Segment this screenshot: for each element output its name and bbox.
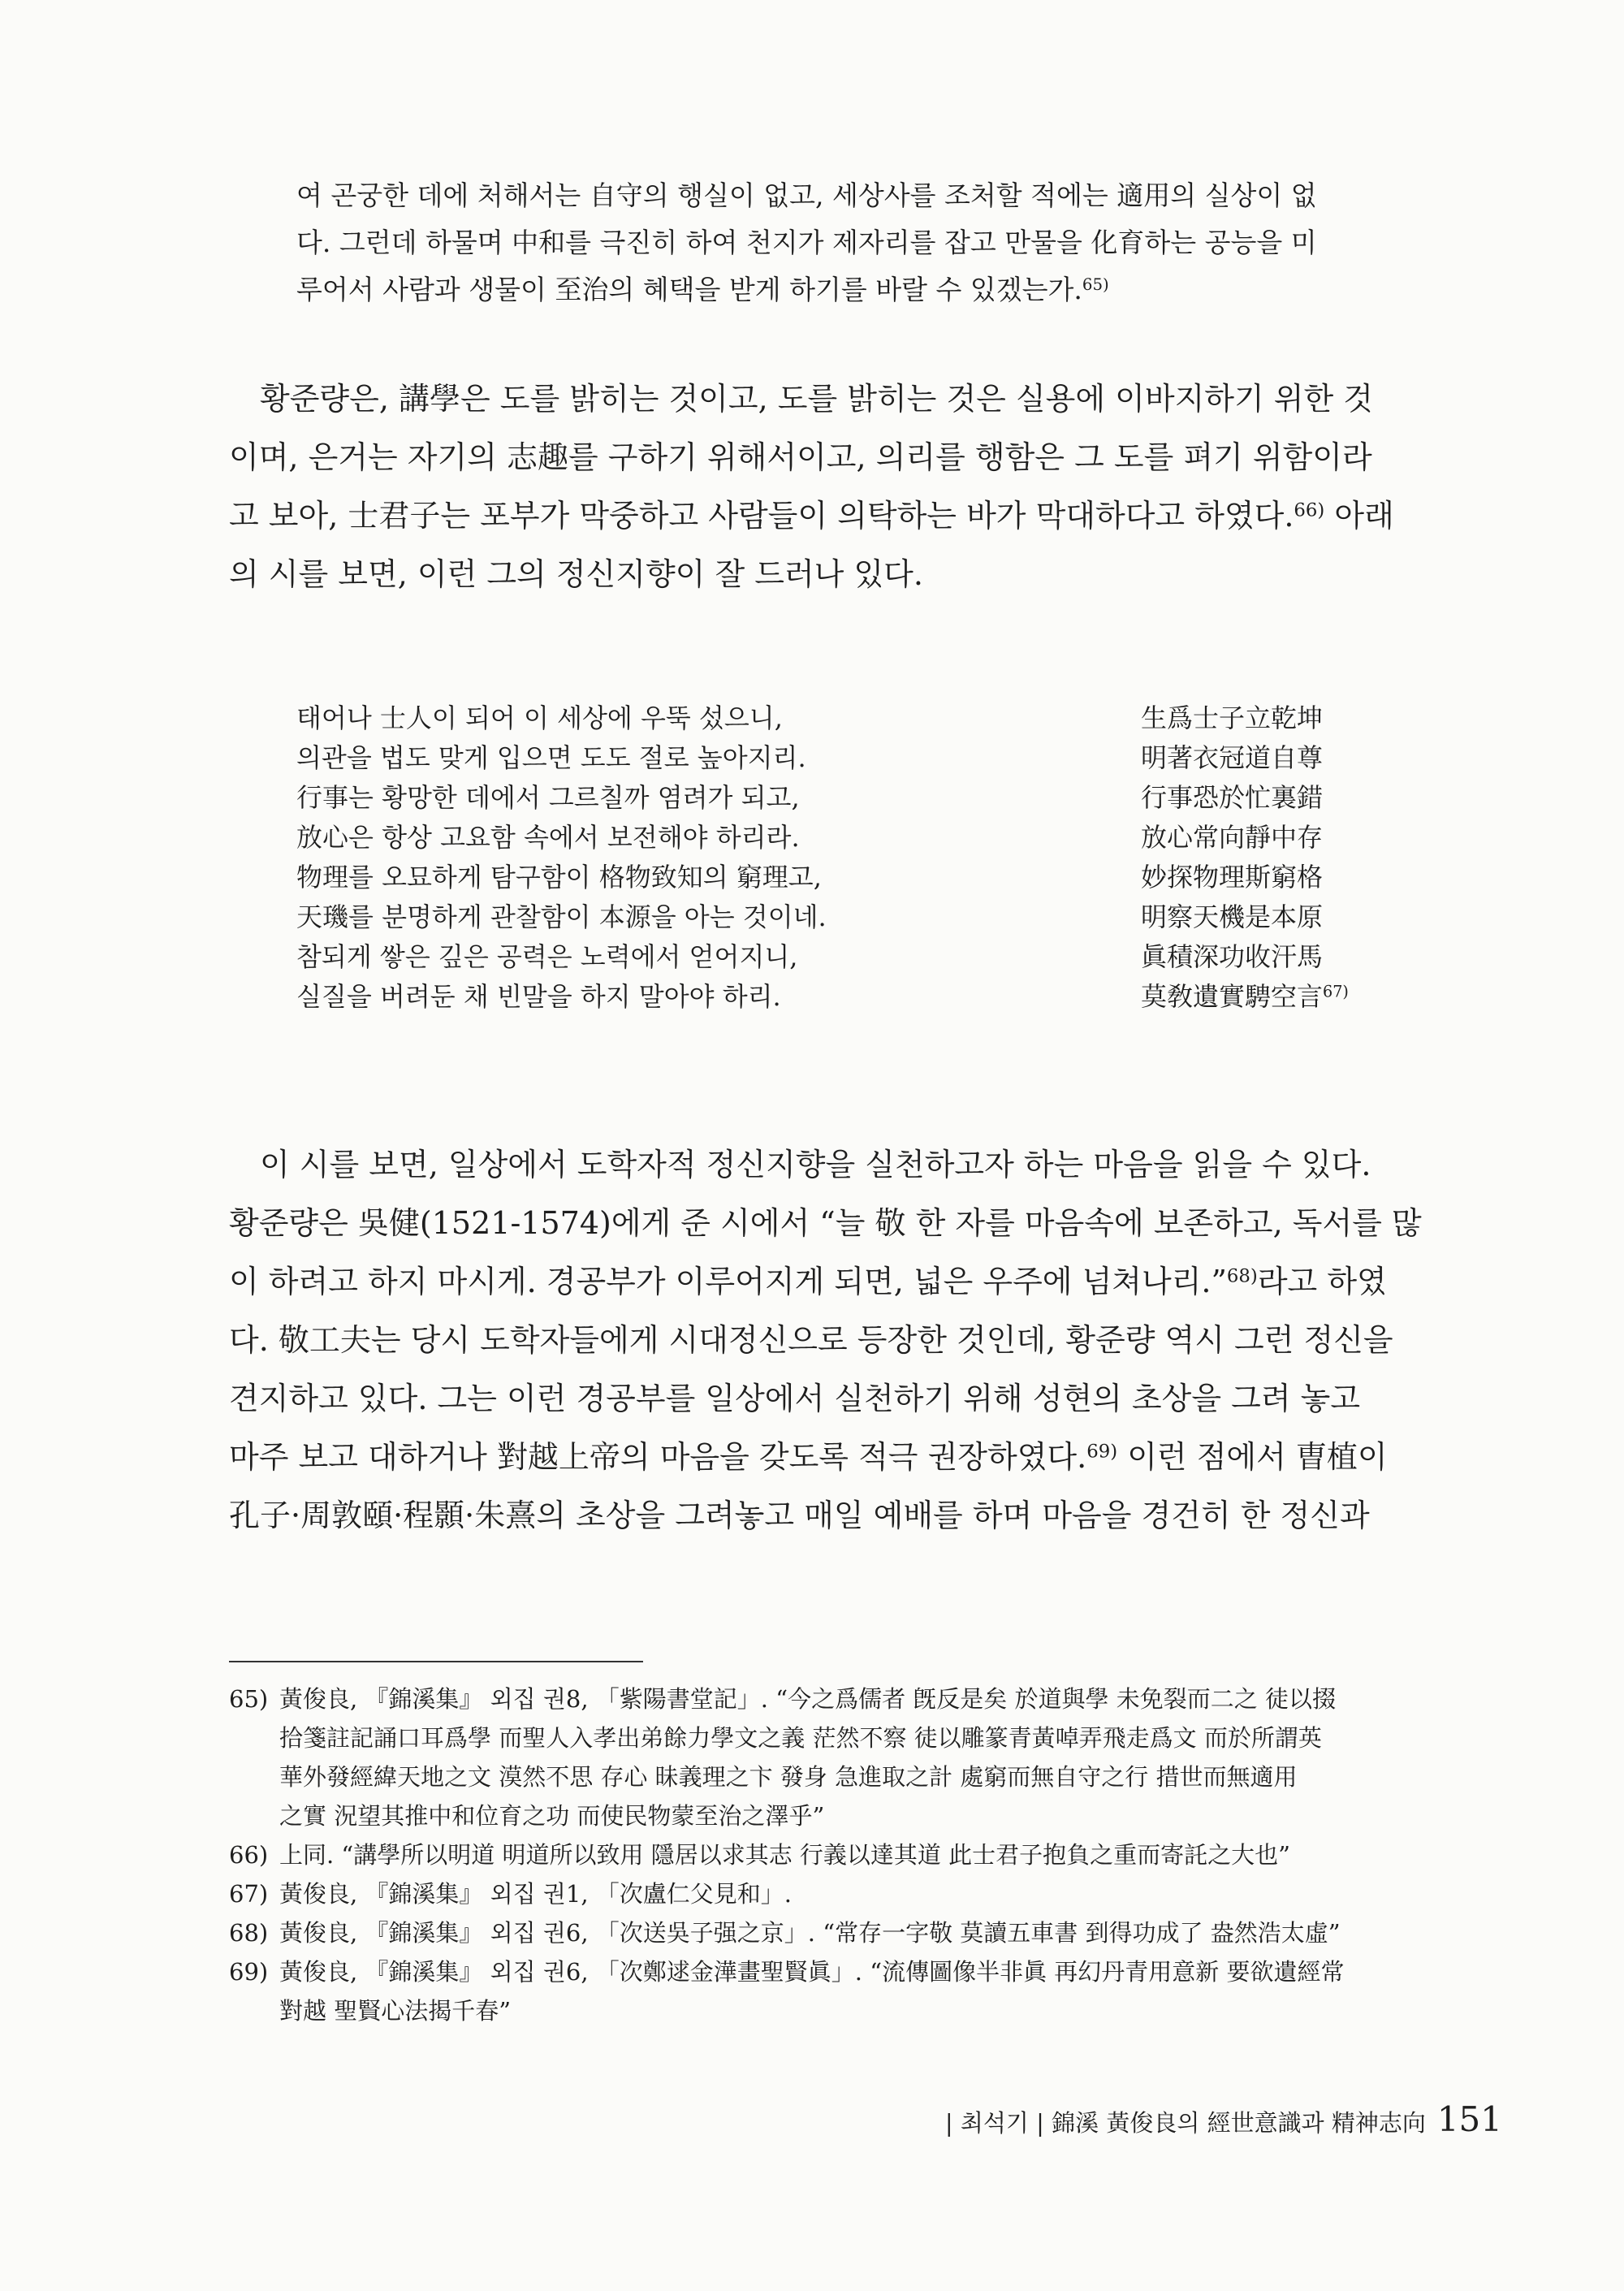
paragraph-line: 견지하고 있다. 그는 이런 경공부를 일상에서 실천하기 위해 성현의 초상을 그려 놓고 [229,1381,1361,1416]
footnote-line: 黃俊良, 『錦溪集』 외집 권6, 「次送吳子强之京」. “常存一字敬 莫讀五車書 到得功成了 盎然浩太虛” [279,1919,1341,1947]
poem-original: 明察天機是本原 [1141,901,1324,932]
poem-translation: 放心은 항상 고요함 속에서 보전해야 하리라. [296,822,800,853]
footnote [229,1874,1512,1913]
footnote-line: 華外發經緯天地之文 漠然不思 存心 昧義理之卞 發身 急進取之計 處窮而無自守之行 措世而無適用 [279,1763,1298,1791]
footnote-line: 拾箋註記誦口耳爲學 而聖人入孝出弟餘力學文之義 茫然不察 徒以雕篆青黃啅弄飛走爲文 而於所謂英 [279,1724,1322,1752]
poem-translation: 物理를 오묘하게 탐구함이 格物致知의 窮理고, [296,862,822,893]
poem-line [296,897,1474,937]
poem-translation: 의관을 법도 맞게 입으면 도도 절로 높아지리. [296,742,806,773]
footnote-line: 上同. “講學所以明道 明道所以致用 隱居以求其志 行義以達其道 此士君子抱負之重而寄託之大也” [279,1841,1290,1869]
block-quote [296,172,1466,313]
footnote-line: 黃俊良, 『錦溪集』 외집 권1, 「次盧仁父見和」. [279,1880,793,1908]
paragraph-line: 의 시를 보면, 이런 그의 정신지향이 잘 드러나 있다. [229,556,923,592]
footnote-ref[interactable]: 66) [1294,499,1325,521]
poem-translation: 참되게 쌓은 깊은 공력은 노력에서 얻어지니, [296,941,798,972]
paragraph-line: 이 시를 보면, 일상에서 도학자적 정신지향을 실천하고자 하는 마음을 읽을 수 있다. [260,1147,1371,1182]
footnote-ref[interactable]: 69) [1086,1441,1118,1463]
footnote-line: 黃俊良, 『錦溪集』 외집 권6, 「次鄭逑金澕畫聖賢眞」. “流傳圖像半非眞 再幻丹青用意新 要欲遺經常 [279,1958,1345,1986]
paragraph-line: 고 보아, 士君子는 포부가 막중하고 사람들이 의탁하는 바가 막대하다고 하였다.$^{66)}$ 아래 [229,498,1394,534]
paragraph-line: 황준량은, 講學은 도를 밝히는 것이고, 도를 밝히는 것은 실용에 이바지하기 위한 것 [260,381,1373,417]
footnote-number: 69) [229,1958,269,1986]
footnote-ref[interactable]: 68) [1226,1265,1258,1287]
poem-line [296,698,1474,738]
poem-translation: 실질을 버려둔 채 빈말을 하지 말아야 하리. [296,981,781,1012]
body-paragraph-1 [229,370,1504,603]
page-number: 151 [1436,2099,1502,2139]
poem-original: 放心常向靜中存 [1141,822,1324,853]
poem-original: 妙探物理斯窮格 [1141,862,1324,893]
footnote-ref[interactable]: 65) [1082,275,1109,295]
paragraph-line: 이며, 은거는 자기의 志趣를 구하기 위해서이고, 의리를 행함은 그 도를 펴기 위함이라 [229,439,1372,475]
poem-translation: 태어나 士人이 되어 이 세상에 우뚝 섰으니, [296,702,783,733]
footnote [229,1679,1512,1835]
footnote-line: 之實 況望其推中和位育之功 而使民物蒙至治之澤乎” [279,1802,825,1830]
poem-original: 生爲士子立乾坤 [1141,702,1324,733]
poem-line [296,977,1474,1017]
quote-line: 다. 그런데 하물며 中和를 극진히 하여 천지가 제자리를 잡고 만물을 化育하는 공능을 미 [296,227,1317,258]
poem-line [296,937,1474,977]
footnote-number: 66) [229,1841,269,1869]
footnote-line: 黃俊良, 『錦溪集』 외집 권8, 「紫陽書堂記」. “今之爲儒者 旣反是矣 於道與學 未免裂而二之 徒以掇 [279,1685,1336,1713]
poem-line [296,818,1474,858]
quote-line: 여 곤궁한 데에 처해서는 自守의 행실이 없고, 세상사를 조처할 적에는 適用의 실상이 없 [296,179,1317,211]
page-footer [945,2099,1502,2139]
poem-original: 眞積深功收汗馬 [1141,941,1324,972]
poem [296,698,1474,1017]
footnote-line: 對越 聖賢心法揭千春” [279,1997,512,2025]
paragraph-line: 孔子·周敦頤·程顥·朱熹의 초상을 그려놓고 매일 예배를 하며 마음을 경건히 한 정신과 [229,1498,1370,1533]
footnote [229,1835,1512,1874]
poem-line [296,778,1474,818]
paragraph-line: 다. 敬工夫는 당시 도학자들에게 시대정신으로 등장한 것인데, 황준량 역시 그런 정신을 [229,1322,1393,1358]
running-head: | 최석기 | 錦溪 黃俊良의 經世意識과 精神志向 [944,2109,1426,2137]
paragraph-line: 이 하려고 하지 마시게. 경공부가 이루어지게 되면, 넓은 우주에 넘쳐나리.”$^{68)}$라고 하였 [229,1264,1387,1299]
poem-original: 明著衣冠道自尊 [1141,742,1324,773]
poem-translation: 行事는 황망한 데에서 그르칠까 염려가 되고, [296,782,800,813]
quote-line: 루어서 사람과 생물이 至治의 혜택을 받게 하기를 바랄 수 있겠는가.$^{65)}$ [296,274,1109,305]
footnotes [229,1679,1512,2030]
footnote-number: 68) [229,1919,269,1947]
footnote [229,1952,1512,2030]
footnote-number: 65) [229,1685,269,1713]
body-paragraph-2 [229,1135,1504,1545]
footnote-ref[interactable]: 67) [1323,982,1349,1001]
footnote [229,1913,1512,1952]
poem-translation: 天璣를 분명하게 관찰함이 本源을 아는 것이네. [296,901,827,932]
footnote-divider [229,1661,643,1662]
footnote-number: 67) [229,1880,269,1908]
paragraph-line: 황준량은 吳健(1521-1574)에게 준 시에서 “늘 敬 한 자를 마음속에 보존하고, 독서를 많 [229,1205,1422,1241]
poem-original: 莫敎遺實騁空言$^{67)}$ [1141,981,1349,1012]
poem-line [296,858,1474,897]
paragraph-line: 마주 보고 대하거나 對越上帝의 마음을 갖도록 적극 권장하였다.$^{69)}$ 이런 점에서 曺植이 [229,1439,1388,1475]
poem-line [296,738,1474,778]
poem-original: 行事恐於忙裏錯 [1141,782,1324,813]
